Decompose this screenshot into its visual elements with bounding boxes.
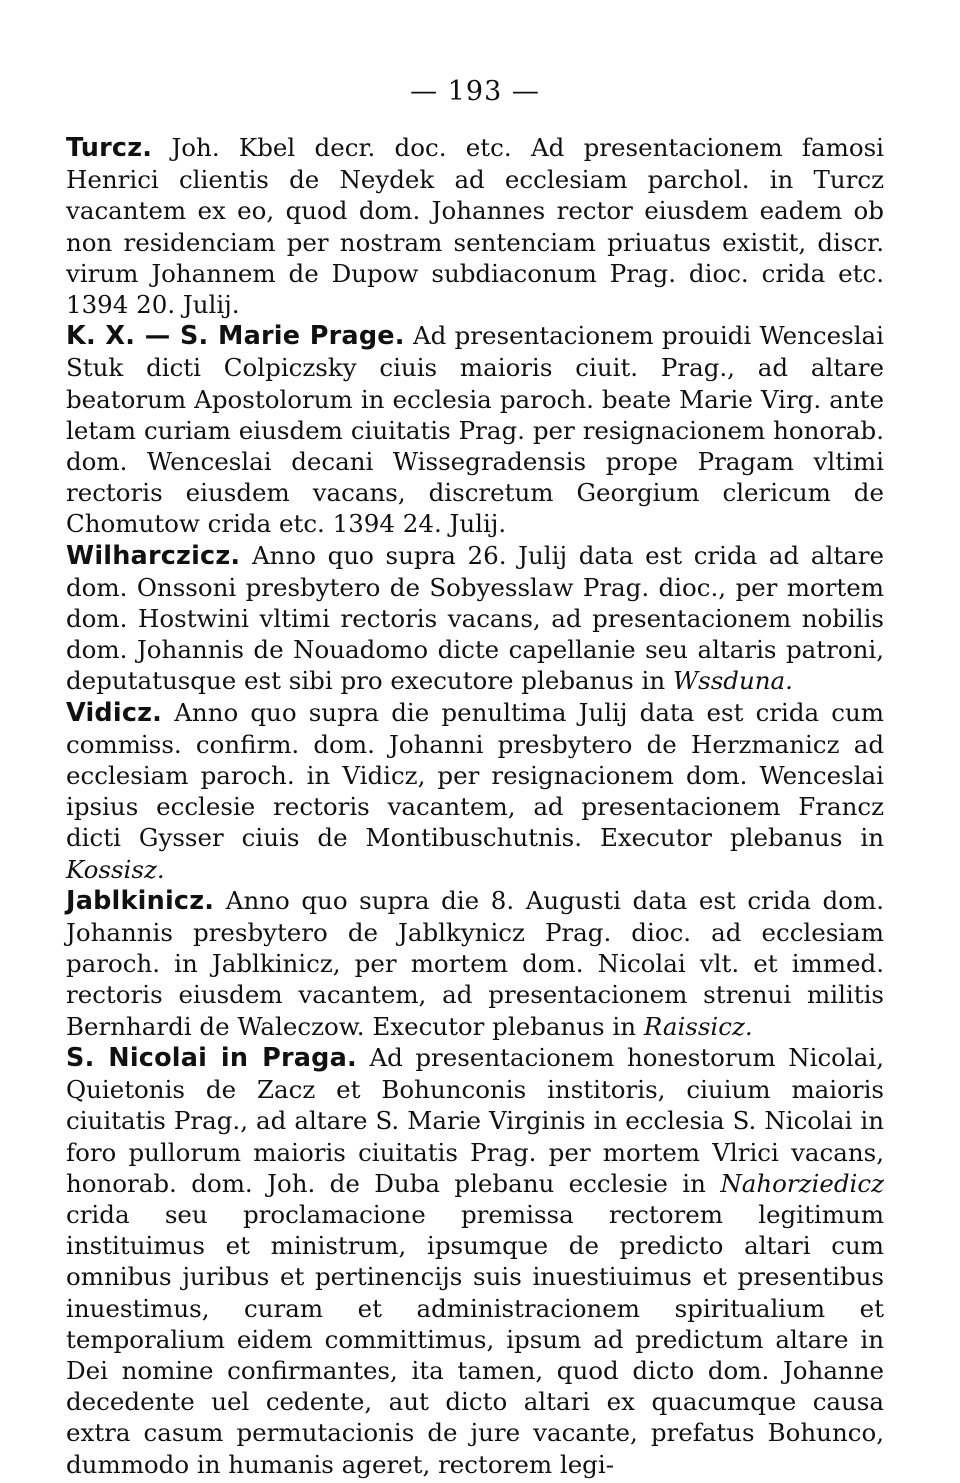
entry-heading: S. Nicolai in Praga. (66, 1042, 357, 1073)
entry-heading: Turcz. (66, 133, 153, 163)
entry-turcz (66, 132, 884, 320)
entry-text: Anno quo supra die 8. Augusti data est crida dom. Johannis presbytero de Jablkynicz Prag. dioc. ad ecclesiam paroch. in Jablkinicz, per mortem dom. Nicolai vlt. et immed. rectoris eiusdem vacantem, ad presentacionem strenui militis Bernhardi de Waleczow. Executor plebanus in (66, 885, 884, 1041)
entry-text: Anno quo supra die penultima Julij data est crida cum commiss. confirm. dom. Johanni presbytero de Herzmanicz ad ecclesiam paroch. in Vidicz, per resignacionem dom. Wenceslai ipsius ecclesie rectoris vacantem, ad presentacionem Francz dicti Gysser ciuis de Montibuschutnis. Executor plebanus in (66, 697, 885, 853)
entry-text-continued: crida seu proclamacione premissa rectorem legitimum instituimus et ministrum, ipsumque de predicto altari cum omnibus juribus et pertinencijs suis inuestiuimus et presentibus inuestimus, curam et administracionem spiritualium et temporalium eidem committimus, ipsum ad predictum altare in Dei nomine confirmantes, ita tamen, quod dicto dom. Johanne decedente uel cedente, aut dicto altari ex quacumque causa extra casum permutacionis de jure vacante, prefatus Bohunco, dummodo in humanis ageret, rectorem legi- (66, 1199, 884, 1479)
entry-heading: K. X. — S. Marie Prage. (66, 321, 405, 352)
entry-italic-place: Raissicz. (643, 1011, 753, 1041)
entry-heading: Wilharczicz. (66, 540, 241, 571)
document-page (66, 72, 884, 1480)
entry-wilharczicz (66, 540, 884, 697)
entry-jablkinicz (66, 885, 884, 1042)
entry-italic-place: Wssduna. (672, 666, 793, 696)
page-number: — 193 — (410, 76, 540, 107)
body-text (66, 132, 884, 1480)
entry-heading: Vidicz. (66, 697, 163, 728)
entry-vidicz (66, 697, 884, 885)
entry-text: Ad presentacionem prouidi Wenceslai Stuk dicti Colpiczsky ciuis maioris ciuit. Prag., ad altare beatorum Apostolorum in ecclesia paroch. beate Marie Virg. ante letam curiam eiusdem ciuitatis Prag. per resignacionem honorab. dom. Wenceslai decani Wissegradensis prope Pragam vltimi rectoris eiusdem vacans, discretum Georgium clericum de Chomutow crida etc. 1394 24. Julij. (66, 321, 884, 539)
entry-italic-place: Kossisz. (66, 854, 165, 884)
entry-s-marie-prage (66, 320, 884, 539)
entry-text: Joh. Kbel decr. doc. etc. Ad presentacionem famosi Henrici clientis de Neydek ad ecclesiam parchol. in Turcz vacantem ex eo, quod dom. Johannes rector eiusdem eadem ob non residenciam per nostram sentenciam priuatus existit, discr. virum Johannem de Dupow subdiaconum Prag. dioc. crida etc. 1394 20. Julij. (66, 133, 884, 320)
entry-heading: Jablkinicz. (66, 885, 215, 916)
entry-s-nicolai-in-praga (66, 1042, 884, 1480)
entry-italic-place: Nahorziedicz (720, 1168, 884, 1198)
entry-text: Anno quo supra 26. Julij data est crida ad altare dom. Onssoni presbytero de Sobyesslaw Prag. dioc., per mortem dom. Hostwini vltimi rectoris vacans, ad presentacionem nobilis dom. Johannis de Nouadomo dicte capellanie seu altaris patroni, deputatusque est sibi pro executore plebanus in (66, 540, 884, 696)
entry-text: Ad presentacionem honestorum Nicolai, Quietonis de Zacz et Bohunconis institoris, ciuium maioris ciuitatis Prag., ad altare S. Marie Virginis in ecclesia S. Nicolai in foro pullorum maioris ciuitatis Prag. per mortem Vlrici vacans, honorab. dom. Joh. de Duba plebanu ecclesie in (66, 1042, 885, 1198)
